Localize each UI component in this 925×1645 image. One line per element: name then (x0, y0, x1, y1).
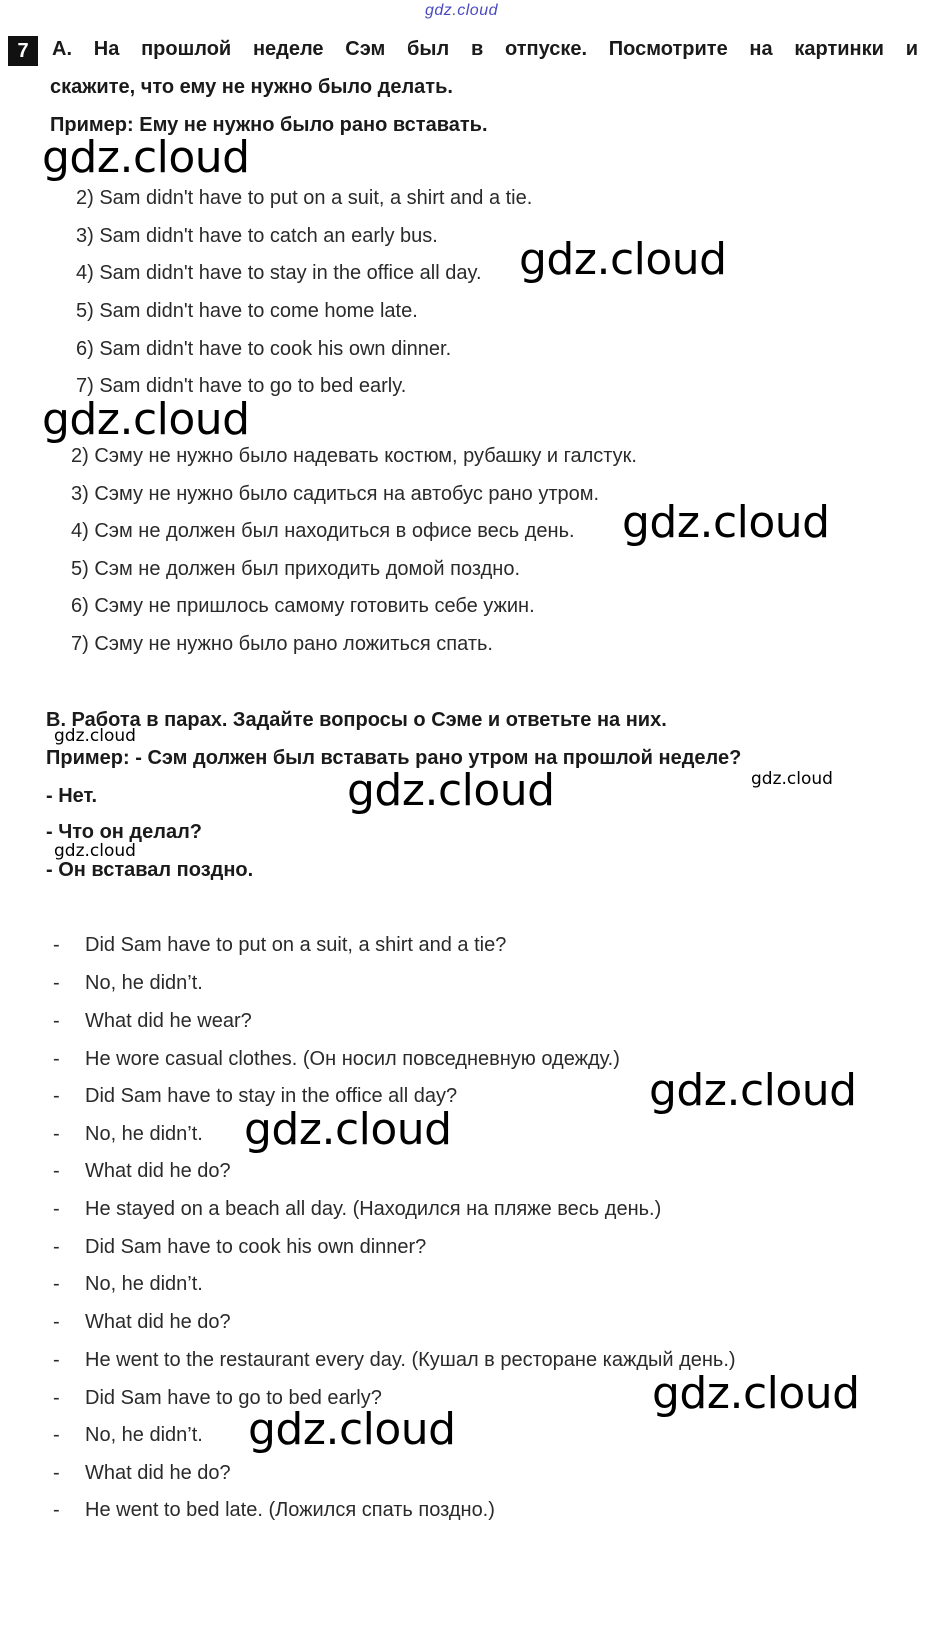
dialogue-line: What did he do? (85, 1462, 231, 1484)
watermark: gdz.cloud (42, 132, 250, 183)
watermark-small: gdz.cloud (751, 769, 833, 789)
dialogue-dash: - (53, 1010, 60, 1032)
dialogue-line: He stayed on a beach all day. (Находился на пляже весь день.) (85, 1198, 662, 1220)
dialogue-line: Did Sam have to stay in the office all day? (85, 1085, 458, 1107)
watermark: gdz.cloud (347, 765, 555, 816)
watermark: gdz.cloud (244, 1104, 452, 1155)
section-b-answer-no: - Нет. (46, 785, 98, 807)
dialogue-dash: - (53, 1499, 60, 1521)
task-number-badge: 7 (8, 36, 38, 66)
dialogue-dash: - (53, 1198, 60, 1220)
dialogue-dash: - (53, 1273, 60, 1295)
dialogue-dash: - (53, 1424, 60, 1446)
dialogue-line: He went to the restaurant every day. (Кушал в ресторане каждый день.) (85, 1349, 736, 1371)
watermark-small: gdz.cloud (54, 841, 136, 861)
section-b-example: Пример: - Сэм должен был вставать рано утром на прошлой неделе? (46, 747, 742, 769)
dialogue-dash: - (53, 972, 60, 994)
dialogue-line: No, he didn’t. (85, 1273, 203, 1295)
russian-item: 5) Сэм не должен был приходить домой поздно. (71, 558, 521, 580)
russian-item: 4) Сэм не должен был находиться в офисе весь день. (71, 520, 575, 542)
dialogue-dash: - (53, 1387, 60, 1409)
dialogue-dash: - (53, 934, 60, 956)
russian-item: 3) Сэму не нужно было садиться на автобус рано утром. (71, 483, 600, 505)
russian-item: 7) Сэму не нужно было рано ложиться спать. (71, 633, 493, 655)
russian-item: 6) Сэму не пришлось самому готовить себе ужин. (71, 595, 535, 617)
english-item: 4) Sam didn't have to stay in the office all day. (76, 262, 482, 284)
dialogue-line: No, he didn’t. (85, 972, 203, 994)
english-item: 5) Sam didn't have to come home late. (76, 300, 418, 322)
dialogue-line: Did Sam have to cook his own dinner? (85, 1236, 427, 1258)
watermark: gdz.cloud (519, 234, 727, 285)
watermark: gdz.cloud (248, 1404, 456, 1455)
dialogue-line: What did he do? (85, 1311, 231, 1333)
top-watermark: gdz.cloud (425, 2, 498, 19)
watermark: gdz.cloud (42, 394, 250, 445)
english-item: 3) Sam didn't have to catch an early bus. (76, 225, 438, 247)
watermark: gdz.cloud (649, 1065, 857, 1116)
dialogue-line: No, he didn’t. (85, 1123, 203, 1145)
dialogue-line: Did Sam have to go to bed early? (85, 1387, 382, 1409)
watermark: gdz.cloud (622, 497, 830, 548)
dialogue-line: He wore casual clothes. (Он носил повседневную одежду.) (85, 1048, 620, 1070)
dialogue-line: Did Sam have to put on a suit, a shirt and a tie? (85, 934, 507, 956)
russian-item: 2) Сэму не нужно было надевать костюм, рубашку и галстук. (71, 445, 637, 467)
section-b-question-what: - Что он делал? (46, 821, 202, 843)
section-a-example: Пример: Ему не нужно было рано вставать. (50, 114, 488, 136)
section-b-answer-late: - Он вставал поздно. (46, 859, 254, 881)
dialogue-line: What did he wear? (85, 1010, 252, 1032)
dialogue-line: What did he do? (85, 1160, 231, 1182)
english-item: 7) Sam didn't have to go to bed early. (76, 375, 407, 397)
dialogue-line: He went to bed late. (Ложился спать поздно.) (85, 1499, 495, 1521)
section-a-heading-line1: A. На прошлой неделе Сэм был в отпуске. Посмотрите на картинки и (52, 38, 918, 60)
dialogue-dash: - (53, 1123, 60, 1145)
dialogue-line: No, he didn’t. (85, 1424, 203, 1446)
dialogue-dash: - (53, 1085, 60, 1107)
watermark-small: gdz.cloud (54, 726, 136, 746)
english-item: 2) Sam didn't have to put on a suit, a shirt and a tie. (76, 187, 533, 209)
section-a-heading-line2: скажите, что ему не нужно было делать. (50, 76, 453, 98)
english-item: 6) Sam didn't have to cook his own dinner. (76, 338, 452, 360)
section-b-heading: B. Работа в парах. Задайте вопросы о Сэме и ответьте на них. (46, 709, 667, 731)
dialogue-dash: - (53, 1236, 60, 1258)
watermark: gdz.cloud (652, 1368, 860, 1419)
dialogue-dash: - (53, 1462, 60, 1484)
dialogue-dash: - (53, 1160, 60, 1182)
dialogue-dash: - (53, 1048, 60, 1070)
dialogue-dash: - (53, 1349, 60, 1371)
dialogue-dash: - (53, 1311, 60, 1333)
